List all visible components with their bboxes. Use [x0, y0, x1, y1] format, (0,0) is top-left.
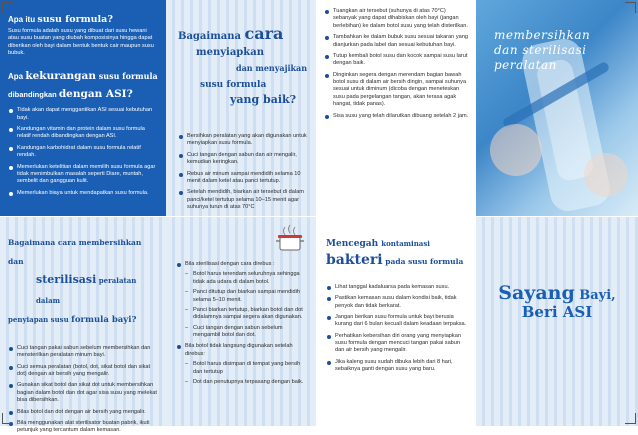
list-item: Pastikan kemasan susu dalam kondisi baik, tidak penyok dan tidak berkarat.: [326, 295, 470, 310]
list-item: Tuangkan air tersebut (suhunya di atas 70°C) sebanyak yang dapat dihabiskan oleh bayi (jangan berlebihan) ke dalam botol susu yang telah disterilkan.: [324, 8, 470, 30]
crop-mark: [2, 2, 13, 13]
panel-kontaminasi: [316, 217, 476, 426]
panel-slogan: [476, 217, 638, 426]
panel-rebus: [166, 217, 316, 426]
list-item: – Dot dan penutupnya terpasang dengan baik.: [185, 378, 304, 385]
panel-cara-menyiapkan: [166, 0, 316, 217]
list-item: Tambahkan ke dalam bubuk susu sesuai takaran yang dianjurkan pada label dan sesuai kebutuhan bayi.: [324, 34, 470, 49]
list-item: Setelah mendidih, biarkan air tersebut di dalam panci/ketel tertutup selama 10–15 menit agar suhunya turun di atas 70°C: [178, 189, 308, 211]
panel-langkah-lanjutan: [316, 0, 476, 217]
list-item: – Panci ditutup dan biarkan sampai mendidih selama 5–10 menit.: [185, 289, 300, 303]
heading-kontaminasi: Mencegah kontaminasi bakteri pada susu formula: [326, 239, 464, 269]
photo-title: membersihkan dan sterilisasi peralatan: [494, 28, 591, 72]
list-item: Bersihkan peralatan yang akan digunakan untuk menyiapkan susu formula.: [178, 133, 308, 148]
intro-text: Susu formula adalah susu yang dibuat dari susu hewani atau susu buatan yang diubah komposisinya hingga dapat diberikan oleh bayi dalam bentuk bentuk cair maupun susu bubuk.: [8, 28, 154, 57]
list-item: Memerlukan ketelitian dalam memilih susu formula agar tidak menimbulkan masalah seperti Diare, muntah, sembelit dan gangguan kulit.: [8, 164, 158, 186]
kontaminasi-list: [326, 284, 470, 374]
fold-line: [0, 216, 638, 217]
list-item: Cuci tangan dengan sabun dan air mengalir, kemudian keringkan.: [178, 152, 308, 167]
rebus-steps: [185, 271, 308, 339]
list-item: Rebus air minum sampai mendidih selama 10 menit dalam ketel atau panci tertutup.: [178, 171, 308, 186]
list-item: Jangan berikan susu formula untuk bayi berusia kurang dari 6 bulan kecuali dalam keadaan terpaksa.: [326, 314, 470, 329]
list-item: Bila botol tidak langsung digunakan setelah direbus: – Botol harus disimpan di tempat yang bersih dan tertutup – Dot dan penutupnya terpasang dengan baik.: [176, 343, 308, 386]
list-item: Cuci semua peralatan (botol, dot, sikat botol dan sikat dot) dengan air bersih yang mengalir.: [8, 364, 158, 379]
list-item: Kandungan vitamin dan protein dalam susu formula relatif rendah dibandingkan dengan ASI.: [8, 126, 158, 141]
list-item: Jika kaleng susu sudah dibuka lebih dari 8 hari, sebaiknya ganti dengan susu yang baru.: [326, 359, 470, 374]
list-item: Bila menggunakan alat sterilisator buatan pabrik, ikuti petunjuk yang tercantum dalam kemasan.: [8, 420, 158, 435]
panel-photo-cleaning: [476, 0, 638, 217]
panel-sterilisasi: [0, 217, 166, 434]
list-item: Tutup kembali botol susu dan kocok sampai susu larut dengan baik.: [324, 53, 470, 68]
list-item: Kandungan karbohidrat dalam susu formula relatif rendah.: [8, 145, 158, 160]
sterilisasi-list: [8, 345, 158, 435]
rebus-list: [176, 261, 308, 386]
crop-mark: [625, 413, 636, 424]
list-item: – Botol harus disimpan di tempat yang bersih dan tertutup: [185, 361, 301, 375]
list-item: – Botol harus terendam seluruhnya sehingga tidak ada udara di dalam botol.: [185, 271, 300, 285]
crop-mark: [625, 2, 636, 13]
slogan: Sayang Bayi, Beri ASI: [498, 282, 616, 321]
heading-sterilisasi: Bagaimana cara membersihkan dan sterilisasi peralatan dalam penyiapan susu formula bayi?: [8, 238, 142, 325]
heading-apa-itu: Apa itu susu formula?: [8, 14, 113, 25]
panel-susu-formula: [0, 0, 166, 217]
list-item: – Panci biarkan tertutup, biarkan botol dan dot didalamnya sampai segera akan digunakan.: [185, 306, 303, 321]
list-item: Perhatikan kebersihan diri orang yang menyiapkan susu formula dengan mencuci tangan pakai sabun dan air bersih yang mengalir.: [326, 333, 470, 355]
list-item: Memerlukan biaya untuk mendapatkan susu formula.: [8, 190, 158, 197]
heading-bagaimana-cara: Bagaimana cara menyiapkan dan menyajikan susu formula yang baik?: [178, 24, 308, 106]
heading-kekurangan: Apa kekurangan susu formula dibandingkan dengan ASI?: [8, 69, 158, 100]
kekurangan-list: [8, 107, 158, 197]
crop-mark: [2, 413, 13, 424]
cooking-pot-icon: [276, 223, 304, 253]
langkah-lanjutan-list: [324, 8, 470, 120]
list-item: Dinginkan segera dengan merendam bagian bawah botol susu di dalam air bersih dingin, sampai suhunya sesuai untuk diminum (dicoba dengan meneteskan susu pada pergelangan tangan, akan terasa agak hangat, tidak panas).: [324, 72, 470, 109]
list-item: Sisa susu yang telah dilarutkan dibuang setelah 2 jam.: [324, 113, 470, 120]
list-item: Bilas botol dan dot dengan air bersih yang mengalir.: [8, 409, 158, 416]
list-item: Gunakan sikat botol dan sikat dot untuk membersihkan bagian dalam botol dan dot agar sisa susu yang melekat bisa dibersihkan.: [8, 382, 158, 404]
list-item: Bila sterilisasi dengan cara direbus : – Botol harus terendam seluruhnya sehingga tidak ada udara di dalam botol. – Panci ditutup dan biarkan sampai mendidih selama 5–10 menit. – Panci biarkan tertutup, biarkan botol dan dot didalamnya sampai segera akan digunakan. – Cuci tangan dengan sabun sebelum mengambil botol dan dot.: [176, 261, 308, 339]
langkah-list: [178, 133, 308, 211]
simpan-steps: [185, 361, 308, 386]
list-item: Cuci tangan pakai sabun sebelum membersihkan dan mensterilkan peralatan minum bayi.: [8, 345, 158, 360]
list-item: – Cuci tangan dengan sabun sebelum mengambil botol dan dot.: [185, 324, 283, 338]
list-item: Lihat tanggal kadaluarsa pada kemasan susu.: [326, 284, 470, 291]
list-item: Tidak akan dapat menggantikan ASI sesuai kebutuhan bayi.: [8, 107, 158, 122]
